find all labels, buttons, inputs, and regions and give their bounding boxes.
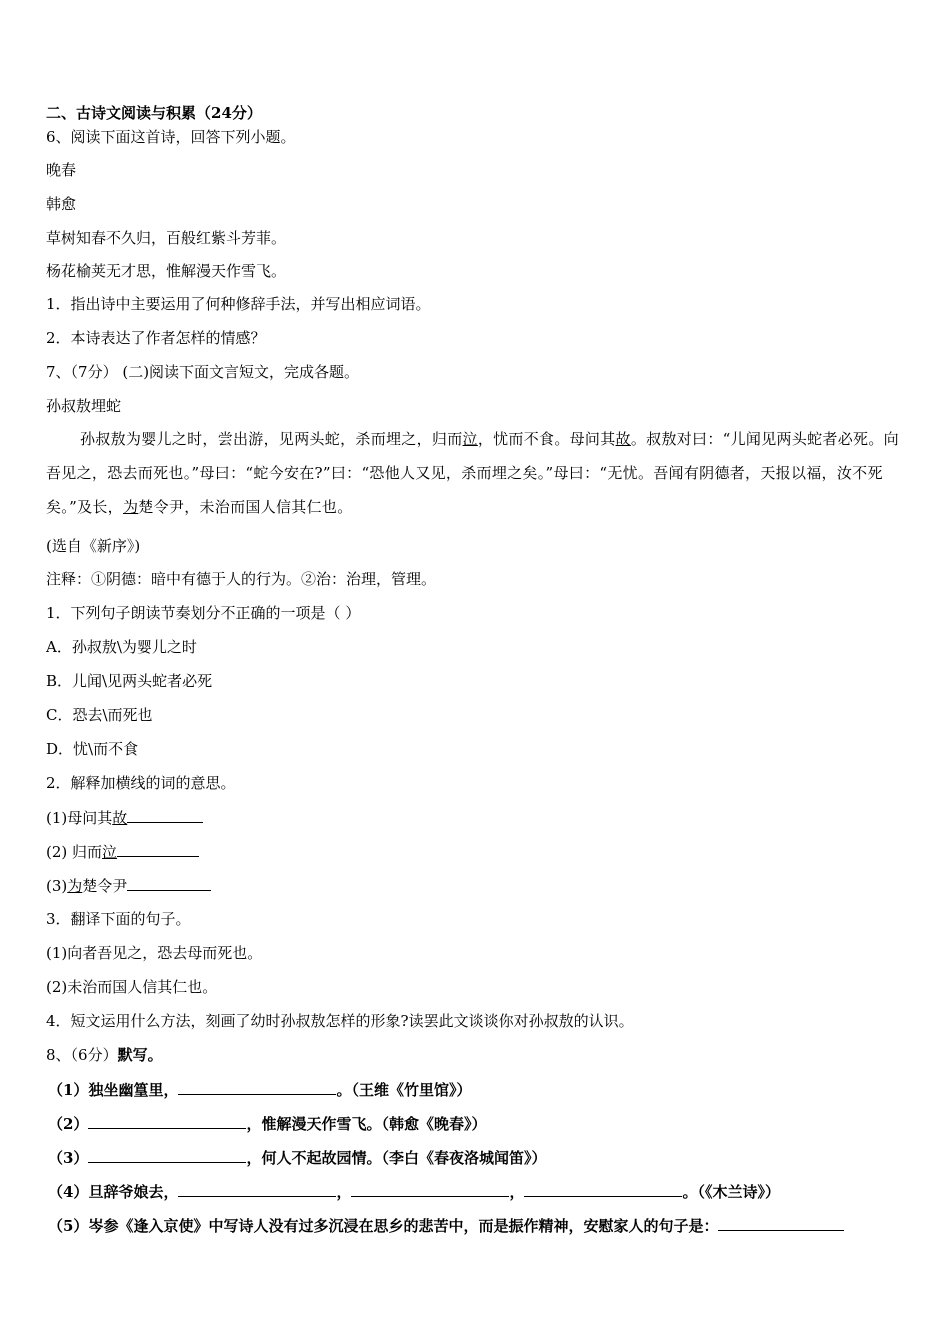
answer-blank[interactable] xyxy=(127,807,203,823)
poem-line-1: 草树知春不久归，百般红紫斗芳菲。 xyxy=(46,229,287,247)
passage-source: (选自《新序》) xyxy=(46,537,141,555)
answer-blank[interactable] xyxy=(127,875,211,891)
q7-question-4: 4．短文运用什么方法，刻画了幼时孙叔敖怎样的形象?读罢此文谈谈你对孙叔敖的认识。 xyxy=(46,1012,634,1030)
poem-author: 韩愈 xyxy=(46,195,77,213)
dictation-item-4: （4）旦辞爷娘去， ， ， 。（《木兰诗》） xyxy=(48,1183,780,1201)
dictation-blank[interactable] xyxy=(178,1079,336,1095)
q3-item-1: (1)向者吾见之，恐去母而死也。 xyxy=(46,944,263,962)
passage-notes: 注释：①阴德：暗中有德于人的行为。②治：治理，管理。 xyxy=(46,570,437,588)
dictation-blank[interactable] xyxy=(524,1181,682,1197)
q6-question-1: 1．指出诗中主要运用了何种修辞手法，并写出相应词语。 xyxy=(46,295,431,313)
option-a: A．孙叔敖\为婴儿之时 xyxy=(46,638,197,656)
answer-blank[interactable] xyxy=(117,841,199,857)
q7-question-1: 1．下列句子朗读节奏划分不正确的一项是（ ） xyxy=(46,604,361,622)
passage-text: 楚令尹，未治而国人信其仁也。 xyxy=(138,498,353,516)
dictation-item-5: （5）岑参《逢入京使》中写诗人没有过多沉浸在思乡的悲苦中，而是振作精神，安慰家人的句子是： xyxy=(48,1215,844,1236)
q3-item-2: (2)未治而国人信其仁也。 xyxy=(46,978,218,996)
option-d: D．忧\而不食 xyxy=(46,740,139,758)
dictation-blank[interactable] xyxy=(718,1215,844,1231)
dictation-item-1: （1）独坐幽篁里， 。（王维《竹里馆》） xyxy=(48,1081,472,1099)
q8-intro: 8、（6分）默写。 xyxy=(46,1046,163,1064)
q7-question-3: 3．翻译下面的句子。 xyxy=(46,910,191,928)
q7-intro: 7、（7分） (二)阅读下面文言短文，完成各题。 xyxy=(46,363,360,381)
dictation-blank[interactable] xyxy=(88,1147,246,1163)
q2-item-2: (2) 归而泣 xyxy=(46,841,199,862)
underlined-word: 故 xyxy=(615,430,631,448)
dictation-item-3: （3） ，何人不起故园情。（李白《春夜洛城闻笛》） xyxy=(48,1149,547,1167)
poem-line-2: 杨花榆荚无才思，惟解漫天作雪飞。 xyxy=(46,262,287,280)
passage-text: ，忧而不食。母问其 xyxy=(477,430,616,448)
passage-title: 孙叔敖埋蛇 xyxy=(46,397,122,415)
underlined-word: 为 xyxy=(122,498,139,516)
q6-intro: 6、阅读下面这首诗，回答下列小题。 xyxy=(46,128,296,146)
poem-title: 晚春 xyxy=(46,161,77,179)
passage-text: 孙叔敖为婴儿之时，尝出游，见两头蛇，杀而埋之，归而 xyxy=(80,430,463,448)
q2-item-1: (1)母问其故 xyxy=(46,807,203,828)
dictation-blank[interactable] xyxy=(178,1181,336,1197)
dictation-blank[interactable] xyxy=(351,1181,509,1197)
q7-question-2: 2．解释加横线的词的意思。 xyxy=(46,774,236,792)
q6-question-2: 2．本诗表达了作者怎样的情感？ xyxy=(46,329,266,347)
passage-text: 。叔敖对曰：“儿闻见两头蛇者必死。向吾见之，恐去而死也。”母曰：“蛇今安在?”曰：“恐他人又见，杀而埋之矣。”母曰：“无忧。吾闻有阴德者，天报以福，汝不死矣。”及长， xyxy=(46,430,899,516)
option-b: B．儿闻\见两头蛇者必死 xyxy=(46,672,213,690)
option-c: C．恐去\而死也 xyxy=(46,706,153,724)
dictation-blank[interactable] xyxy=(88,1113,246,1129)
underlined-word: 泣 xyxy=(462,430,478,448)
passage-paragraph xyxy=(46,422,908,524)
dictation-item-2: （2） ，惟解漫天作雪飞。（韩愈《晚春》） xyxy=(48,1115,487,1133)
section-heading: 二、古诗文阅读与积累（24分） xyxy=(46,104,262,122)
q2-item-3: (3)为楚令尹 xyxy=(46,875,211,896)
